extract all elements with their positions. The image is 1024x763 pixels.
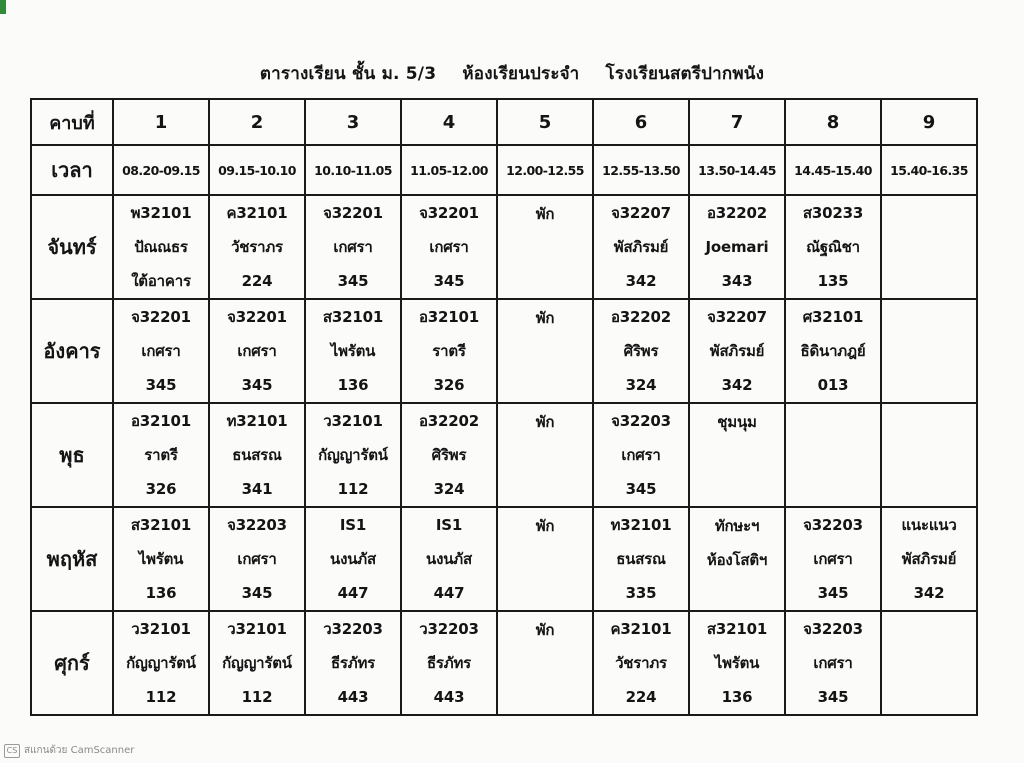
cell-line: เกศรา bbox=[429, 238, 469, 256]
cell-line: 345 bbox=[241, 376, 273, 394]
cell-content bbox=[210, 196, 304, 298]
cell-line: ท32101 bbox=[610, 516, 672, 534]
cell-line: ธีรภัทร bbox=[426, 654, 472, 672]
schedule-cell bbox=[209, 195, 305, 299]
cell-line: 447 bbox=[433, 584, 465, 602]
cell-line: ท32101 bbox=[226, 412, 288, 430]
cell-content bbox=[882, 404, 976, 506]
cell-line: จ32207 bbox=[707, 308, 767, 326]
cell-line: 112 bbox=[241, 688, 273, 706]
schedule-cell bbox=[689, 403, 785, 507]
cell-line: กัญญารัตน์ bbox=[126, 654, 196, 672]
time-slot: 08.20-09.15 bbox=[113, 145, 209, 195]
cell-content bbox=[114, 196, 208, 298]
cell-content bbox=[594, 612, 688, 714]
schedule-cell bbox=[305, 403, 401, 507]
cell-line: อ32202 bbox=[419, 412, 479, 430]
cell-content bbox=[210, 300, 304, 402]
cell-content bbox=[402, 300, 496, 402]
schedule-cell bbox=[401, 507, 497, 611]
cell-line: อ32202 bbox=[707, 204, 767, 222]
title-school: โรงเรียนสตรีปากพนัง bbox=[605, 64, 765, 84]
cell-line: ว32101 bbox=[227, 620, 287, 638]
cell-line: ไพรัตน bbox=[714, 654, 760, 672]
schedule-cell bbox=[689, 299, 785, 403]
schedule-cell bbox=[785, 195, 881, 299]
cell-content bbox=[114, 300, 208, 402]
cell-line: ส30233 bbox=[802, 204, 864, 222]
day-row bbox=[31, 611, 977, 715]
schedule-cell bbox=[209, 507, 305, 611]
cell-content bbox=[114, 508, 208, 610]
scanner-text: สแกนด้วย CamScanner bbox=[24, 745, 135, 756]
cell-content bbox=[882, 612, 976, 714]
cell-line: ธีรภัทร bbox=[330, 654, 376, 672]
cell-line: 343 bbox=[721, 272, 753, 290]
cell-line: ว32101 bbox=[131, 620, 191, 638]
title-class: ตารางเรียน ชั้น ม. 5/3 bbox=[259, 64, 437, 84]
cell-line: 324 bbox=[433, 480, 465, 498]
schedule-cell bbox=[113, 507, 209, 611]
schedule-cell bbox=[593, 507, 689, 611]
cell-line: 345 bbox=[625, 480, 657, 498]
cell-line: 112 bbox=[337, 480, 369, 498]
cell-line: พัก bbox=[535, 516, 555, 535]
cell-line: 135 bbox=[817, 272, 849, 290]
period-header-label: คาบที่ bbox=[31, 99, 113, 145]
period-number: 3 bbox=[305, 99, 401, 145]
cell-content bbox=[690, 196, 784, 298]
schedule-cell bbox=[593, 299, 689, 403]
cell-line: IS1 bbox=[435, 516, 463, 534]
cell-content bbox=[210, 612, 304, 714]
cell-line: 136 bbox=[721, 688, 753, 706]
cell-line: พัก bbox=[535, 620, 555, 639]
schedule-cell bbox=[209, 611, 305, 715]
cell-line: ชุมนุม bbox=[717, 412, 757, 431]
time-slot: 09.15-10.10 bbox=[209, 145, 305, 195]
schedule-cell bbox=[689, 195, 785, 299]
period-number: 4 bbox=[401, 99, 497, 145]
cell-line: กัญญารัตน์ bbox=[222, 654, 292, 672]
schedule-cell bbox=[497, 507, 593, 611]
cell-line: 345 bbox=[433, 272, 465, 290]
schedule-cell bbox=[113, 611, 209, 715]
cell-line: 345 bbox=[817, 688, 849, 706]
schedule-cell bbox=[497, 195, 593, 299]
cell-line: ค32101 bbox=[610, 620, 672, 638]
schedule-cell bbox=[785, 403, 881, 507]
cell-line: จ32201 bbox=[419, 204, 479, 222]
cell-line: 013 bbox=[817, 376, 849, 394]
cell-line: เกศรา bbox=[333, 238, 373, 256]
cell-line: วัชราภร bbox=[615, 654, 667, 672]
cell-content bbox=[786, 612, 880, 714]
schedule-cell bbox=[305, 507, 401, 611]
cell-content bbox=[882, 508, 976, 610]
schedule-cell bbox=[113, 195, 209, 299]
day-row bbox=[31, 195, 977, 299]
cell-content bbox=[690, 300, 784, 402]
cell-line: นงนภัส bbox=[426, 550, 472, 568]
schedule-cell bbox=[881, 611, 977, 715]
cell-line: จ32203 bbox=[803, 516, 863, 534]
time-slot: 10.10-11.05 bbox=[305, 145, 401, 195]
cell-content bbox=[786, 404, 880, 506]
cell-line: 342 bbox=[625, 272, 657, 290]
cell-line: ธนสรณ bbox=[616, 550, 666, 568]
cell-line: ราตรี bbox=[144, 446, 178, 464]
cell-line: ส32101 bbox=[322, 308, 384, 326]
cell-line: ว32203 bbox=[419, 620, 479, 638]
cell-line: จ32207 bbox=[611, 204, 671, 222]
cell-line: ว32203 bbox=[323, 620, 383, 638]
cell-line: ไพรัตน bbox=[330, 342, 376, 360]
cell-line: 345 bbox=[337, 272, 369, 290]
schedule-cell bbox=[305, 611, 401, 715]
cell-line: เกศรา bbox=[621, 446, 661, 464]
schedule-cell bbox=[881, 195, 977, 299]
cell-content bbox=[210, 404, 304, 506]
period-number: 9 bbox=[881, 99, 977, 145]
cell-line: Joemari bbox=[705, 238, 769, 256]
cell-line: 447 bbox=[337, 584, 369, 602]
cell-line: เกศรา bbox=[813, 550, 853, 568]
cell-line: กัญญารัตน์ bbox=[318, 446, 388, 464]
cell-line: 345 bbox=[145, 376, 177, 394]
cell-line: 136 bbox=[145, 584, 177, 602]
schedule-cell bbox=[113, 299, 209, 403]
corner-color-mark bbox=[0, 0, 6, 14]
cell-line: 443 bbox=[433, 688, 465, 706]
schedule-cell bbox=[881, 507, 977, 611]
cell-line: ทักษะฯ bbox=[714, 516, 760, 535]
cell-line: แนะแนว bbox=[901, 516, 957, 534]
cell-line: ไพรัตน bbox=[138, 550, 184, 568]
cell-line: พัก bbox=[535, 204, 555, 223]
period-number: 2 bbox=[209, 99, 305, 145]
cell-line: ธิดินาภฎย์ bbox=[800, 342, 866, 360]
cell-content bbox=[306, 612, 400, 714]
cell-content bbox=[498, 612, 592, 715]
cell-line: 345 bbox=[241, 584, 273, 602]
cell-content bbox=[882, 300, 976, 402]
cell-line: 224 bbox=[241, 272, 273, 290]
cell-line: จ32201 bbox=[323, 204, 383, 222]
time-slot: 12.00-12.55 bbox=[497, 145, 593, 195]
schedule-cell bbox=[497, 611, 593, 715]
schedule-cell bbox=[881, 403, 977, 507]
day-label: พุธ bbox=[31, 403, 113, 507]
cell-line: ว32101 bbox=[323, 412, 383, 430]
cell-line: 342 bbox=[721, 376, 753, 394]
cell-line: 443 bbox=[337, 688, 369, 706]
cell-content bbox=[114, 612, 208, 714]
cell-line: พัสภิรมย์ bbox=[613, 238, 669, 256]
schedule-cell bbox=[113, 403, 209, 507]
schedule-cell bbox=[209, 403, 305, 507]
period-header-row bbox=[31, 99, 977, 145]
cell-line: ส32101 bbox=[706, 620, 768, 638]
cell-line: ณัฐณิชา bbox=[806, 238, 860, 256]
cell-line: เกศรา bbox=[237, 550, 277, 568]
cell-line: 326 bbox=[145, 480, 177, 498]
period-number: 8 bbox=[785, 99, 881, 145]
period-number: 6 bbox=[593, 99, 689, 145]
time-row bbox=[31, 145, 977, 195]
cell-content bbox=[786, 300, 880, 402]
cell-content bbox=[594, 404, 688, 506]
cell-line: ส32101 bbox=[130, 516, 192, 534]
cell-line: นงนภัส bbox=[330, 550, 376, 568]
cell-line: จ32201 bbox=[131, 308, 191, 326]
cell-line: ใต้อาคาร bbox=[131, 272, 191, 290]
schedule-cell bbox=[401, 299, 497, 403]
timetable bbox=[30, 98, 978, 716]
day-label: ศุกร์ bbox=[31, 611, 113, 715]
day-row bbox=[31, 507, 977, 611]
cell-line: อ32101 bbox=[419, 308, 479, 326]
schedule-cell bbox=[881, 299, 977, 403]
cell-line: พัก bbox=[535, 308, 555, 327]
cell-line: เกศรา bbox=[237, 342, 277, 360]
cell-line: จ32203 bbox=[611, 412, 671, 430]
page-title bbox=[0, 60, 1024, 87]
cell-line: ราตรี bbox=[432, 342, 466, 360]
schedule-cell bbox=[497, 299, 593, 403]
cell-content bbox=[498, 196, 592, 299]
cell-content bbox=[402, 404, 496, 506]
cell-content bbox=[786, 196, 880, 298]
cell-line: 324 bbox=[625, 376, 657, 394]
cell-line: 136 bbox=[337, 376, 369, 394]
time-slot: 15.40-16.35 bbox=[881, 145, 977, 195]
cell-line: ปัณณธร bbox=[134, 238, 188, 256]
cell-line: 335 bbox=[625, 584, 657, 602]
cell-line: พัก bbox=[535, 412, 555, 431]
cell-line: 341 bbox=[241, 480, 273, 498]
cell-content bbox=[402, 612, 496, 714]
cell-line: ศิริพร bbox=[431, 446, 467, 464]
cell-content bbox=[114, 404, 208, 506]
cell-line: ธนสรณ bbox=[232, 446, 282, 464]
cell-line: 342 bbox=[913, 584, 945, 602]
time-label: เวลา bbox=[31, 145, 113, 195]
cell-line: 112 bbox=[145, 688, 177, 706]
cell-line: จ32203 bbox=[803, 620, 863, 638]
cell-content bbox=[402, 196, 496, 298]
schedule-cell bbox=[593, 195, 689, 299]
cell-content bbox=[690, 404, 784, 507]
schedule-cell bbox=[689, 611, 785, 715]
cell-content bbox=[594, 300, 688, 402]
cell-line: วัชราภร bbox=[231, 238, 283, 256]
cell-content bbox=[594, 196, 688, 298]
schedule-cell bbox=[785, 507, 881, 611]
schedule-cell bbox=[497, 403, 593, 507]
cell-line: พ32101 bbox=[130, 204, 192, 222]
cell-content bbox=[306, 300, 400, 402]
schedule-cell bbox=[305, 195, 401, 299]
camscanner-icon: CS bbox=[4, 744, 20, 758]
scanner-watermark bbox=[4, 743, 134, 758]
cell-line: ศิริพร bbox=[623, 342, 659, 360]
cell-line: อ32202 bbox=[611, 308, 671, 326]
cell-line: พัสภิรมย์ bbox=[709, 342, 765, 360]
cell-content bbox=[690, 612, 784, 714]
day-label: พฤหัส bbox=[31, 507, 113, 611]
schedule-cell bbox=[593, 403, 689, 507]
period-number: 7 bbox=[689, 99, 785, 145]
cell-content bbox=[306, 508, 400, 610]
cell-content bbox=[498, 300, 592, 403]
schedule-cell bbox=[401, 611, 497, 715]
period-number: 5 bbox=[497, 99, 593, 145]
cell-content bbox=[786, 508, 880, 610]
schedule-cell bbox=[401, 195, 497, 299]
day-label: จันทร์ bbox=[31, 195, 113, 299]
cell-content bbox=[210, 508, 304, 610]
cell-line: IS1 bbox=[339, 516, 367, 534]
schedule-cell bbox=[785, 611, 881, 715]
cell-line: ห้องโสติฯ bbox=[706, 550, 768, 569]
cell-content bbox=[306, 404, 400, 506]
cell-line: เกศรา bbox=[141, 342, 181, 360]
day-row bbox=[31, 299, 977, 403]
cell-content bbox=[402, 508, 496, 610]
cell-content bbox=[498, 508, 592, 611]
cell-line: พัสภิรมย์ bbox=[901, 550, 957, 568]
cell-content bbox=[306, 196, 400, 298]
day-row bbox=[31, 403, 977, 507]
period-number: 1 bbox=[113, 99, 209, 145]
cell-content bbox=[594, 508, 688, 610]
time-slot: 13.50-14.45 bbox=[689, 145, 785, 195]
schedule-cell bbox=[593, 611, 689, 715]
cell-content bbox=[690, 508, 784, 611]
schedule-cell bbox=[401, 403, 497, 507]
schedule-cell bbox=[785, 299, 881, 403]
cell-content bbox=[882, 196, 976, 298]
schedule-cell bbox=[209, 299, 305, 403]
time-slot: 12.55-13.50 bbox=[593, 145, 689, 195]
cell-line: 345 bbox=[817, 584, 849, 602]
title-room: ห้องเรียนประจำ bbox=[462, 64, 580, 84]
cell-line: อ32101 bbox=[131, 412, 191, 430]
day-label: อังคาร bbox=[31, 299, 113, 403]
cell-line: 326 bbox=[433, 376, 465, 394]
cell-content bbox=[498, 404, 592, 507]
cell-line: ศ32101 bbox=[802, 308, 864, 326]
cell-line: 224 bbox=[625, 688, 657, 706]
time-slot: 11.05-12.00 bbox=[401, 145, 497, 195]
cell-line: จ32203 bbox=[227, 516, 287, 534]
cell-line: เกศรา bbox=[813, 654, 853, 672]
schedule-cell bbox=[305, 299, 401, 403]
schedule-cell bbox=[689, 507, 785, 611]
cell-line: ค32101 bbox=[226, 204, 288, 222]
time-slot: 14.45-15.40 bbox=[785, 145, 881, 195]
cell-line: จ32201 bbox=[227, 308, 287, 326]
